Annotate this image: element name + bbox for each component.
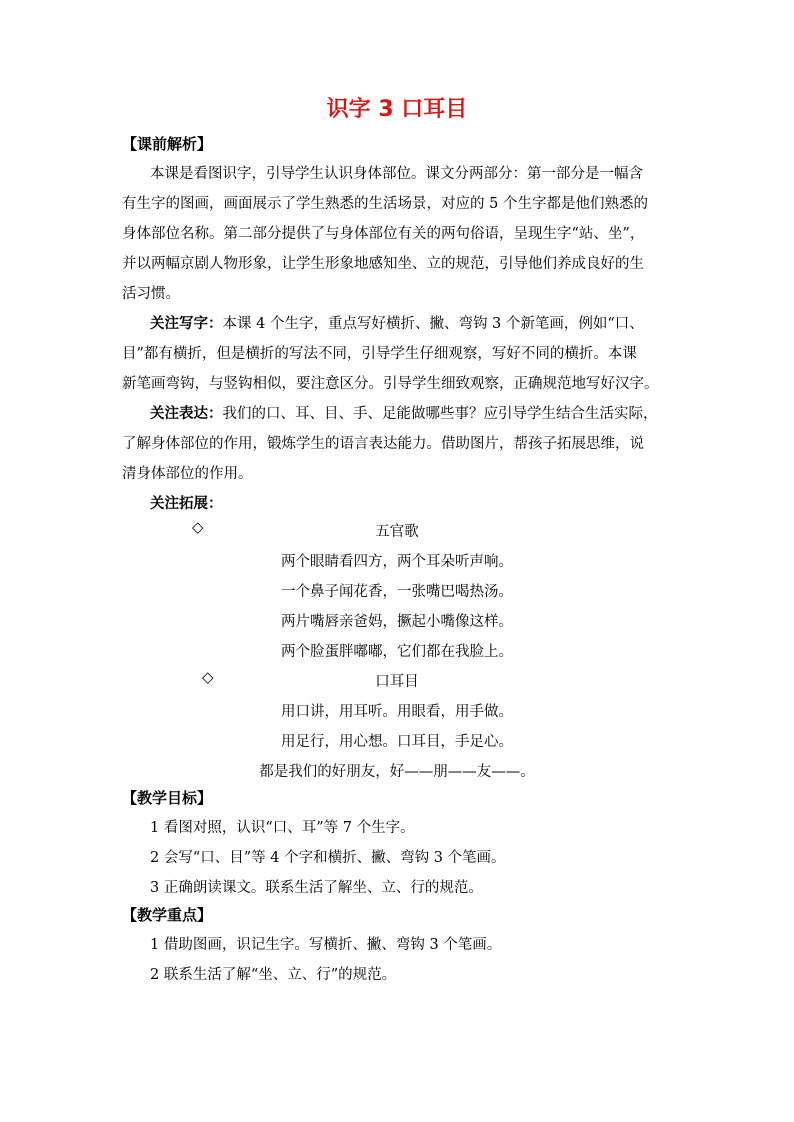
list-item: 2 会写“口、目”等 4 个字和横折、撇、弯钩 3 个笔画。 (150, 850, 506, 866)
poem-line: 两个脸蛋胖嘟嘟，它们都在我脸上。 (281, 644, 513, 660)
section-heading-analysis: 【课前解析】 (122, 135, 213, 153)
diamond-bullet: ◇ (192, 518, 204, 536)
expression-text: 我们的口、耳、目、手、足能做哪些事？应引导学生结合生活实际， (222, 406, 658, 422)
page-title: 识字 3 口耳目 (326, 97, 468, 122)
paragraph-line: 并以两幅京剧人物形象，让学生形象地感知坐、立的规范，引导他们养成良好的生 (122, 256, 644, 272)
paragraph-line: 新笔画弯钩，与竖钩相似，要注意区分。引导学生细致观察，正确规范地写好汉字。 (122, 376, 659, 392)
section-heading-key-points: 【教学重点】 (122, 906, 213, 924)
poem-line: 一个鼻子闻花香，一张嘴巴喝热汤。 (281, 584, 513, 600)
paragraph-line: 身体部位名称。第二部分提供了与身体部位有关的两句俗语，呈现生字“站、坐”， (122, 226, 645, 242)
poem-line: 用口讲，用耳听。用眼看，用手做。 (281, 704, 513, 720)
poem-title: 五官歌 (375, 524, 419, 540)
list-item: 1 借助图画，识记生字。写横折、撇、弯钩 3 个笔画。 (150, 937, 502, 953)
paragraph-line: 了解身体部位的作用，锻炼学生的语言表达能力。借助图片，帮孩子拓展思维，说 (122, 436, 644, 452)
poem-line: 都是我们的好朋友，好——朋——友——。 (259, 764, 535, 780)
section-heading-objectives: 【教学目标】 (122, 789, 213, 807)
poem-line: 两片嘴唇亲爸妈，撅起小嘴像这样。 (281, 614, 513, 630)
poem-line: 两个眼睛看四方，两个耳朵听声响。 (281, 554, 513, 570)
expression-paragraph-line (150, 402, 658, 423)
paragraph-line: 活习惯。 (122, 286, 180, 302)
paragraph-line: 有生字的图画，画面展示了学生熟悉的生活场景，对应的 5 个生字都是他们熟悉的 (122, 196, 648, 212)
list-item: 3 正确朗读课文。联系生活了解坐、立、行的规范。 (150, 880, 483, 896)
paragraph-line: 清身体部位的作用。 (122, 466, 253, 482)
list-item: 1 看图对照，认识“口、耳”等 7 个生字。 (150, 820, 415, 836)
extension-label: 关注拓展： (150, 496, 223, 512)
writing-paragraph-line (150, 312, 644, 333)
poem-title: 口耳目 (375, 674, 419, 690)
paragraph-line: 本课是看图识字，引导学生认识身体部位。课文分两部分：第一部分是一幅含 (150, 166, 643, 182)
writing-text: 本课 4 个生字，重点写好横折、撇、弯钩 3 个新笔画，例如“口、 (222, 316, 644, 332)
paragraph-line: 目”都有横折，但是横折的写法不同，引导学生仔细观察，写好不同的横折。本课 (122, 346, 637, 362)
expression-label: 关注表达： (150, 406, 223, 422)
poem-line: 用足行，用心想。口耳目，手足心。 (281, 734, 513, 750)
diamond-bullet: ◇ (202, 668, 214, 686)
list-item: 2 联系生活了解“坐、立、行”的规范。 (150, 967, 397, 983)
writing-label: 关注写字： (150, 316, 223, 332)
